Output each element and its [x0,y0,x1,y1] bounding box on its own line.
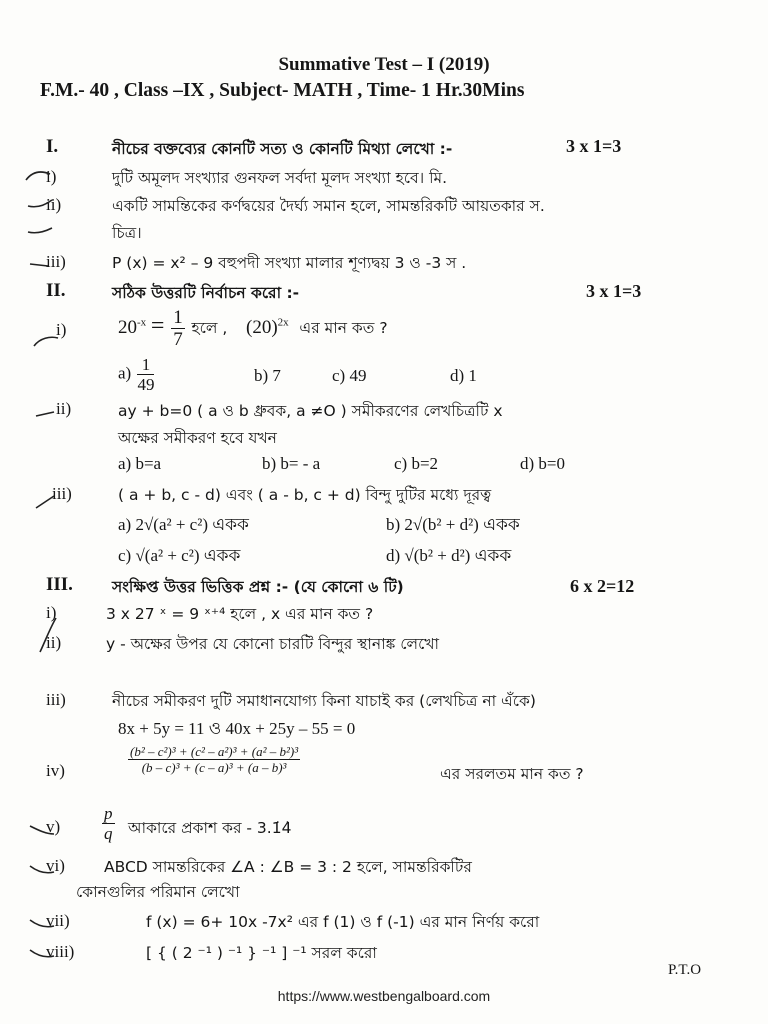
q2-3-option-d: d) √(b² + d²) একক [386,546,512,565]
q1-3-text: P (x) = x² – 9 বহুপদী সংখ্যা মালার শূণ্যদ্বয় 3 ও -3 স . [112,254,467,272]
q3-1-number: i) [46,603,57,622]
q1-2-text-cont: চিত্র। [112,224,142,242]
q2-1-option-c: c) 49 [332,366,367,385]
q3-3-number: iii) [46,690,66,709]
q1-1-text: দুটি অমূলদ সংখ্যার গুনফল সর্বদা মূলদ সংখ্যা হবে। মি. [112,169,448,187]
q2-1-equation [118,308,388,349]
q3-3-text: নীচের সমীকরণ দুটি সমাধানযোগ্য কিনা যাচাই কর (লেখচিত্র না এঁকে) [112,692,536,710]
q2-2-text-cont: অক্ষের সমীকরণ হবে যখন [118,429,277,447]
q2-1-frac-num: 1 [173,307,183,328]
q3-4-expression [126,745,302,774]
source-url: https://www.westbengalboard.com [277,988,491,1004]
q2-1-option-b: b) 7 [254,366,281,385]
q3-6-text: ABCD সামন্তরিকের ∠A : ∠B = 3 : 2 হলে, সামন্তরিকটির [104,858,472,876]
pen-mark-icon [34,492,58,512]
pen-mark-icon [26,224,56,238]
section-2-number: II. [46,280,66,301]
q3-5-number: v) [46,817,61,836]
section-2-heading: সঠিক উত্তরটি নির্বাচন করো :- [112,284,300,302]
q3-7-text: f (x) = 6+ 10x -7x² এর f (1) ও f (-1) এর মান নির্ণয় করো [146,913,540,931]
q2-2-number: ii) [56,399,72,418]
q1-1-number: i) [46,167,57,186]
exam-title: Summative Test – I (2019) [278,54,490,75]
q2-3-option-a: a) 2√(a² + c²) একক [118,515,249,534]
q3-5-fraction [102,805,115,842]
q1-3-number: iii) [46,252,66,271]
q2-3-option-c: c) √(a² + c²) একক [118,546,241,565]
q3-3-equations: 8x + 5y = 11 ও 40x + 25y – 55 = 0 [118,719,356,738]
q3-2-number: ii) [46,633,62,652]
section-3-marks: 6 x 2=12 [570,576,635,596]
q2-1-opt-a-label: a) [118,363,132,383]
q2-2-option-a: a) b=a [118,454,162,473]
section-1-heading: নীচের বক্তব্যের কোনটি সত্য ও কোনটি মিথ্যা লেখো :- [112,140,453,158]
q3-6-number: vi) [46,856,65,875]
pen-mark-icon [34,404,58,420]
q3-4-numerator: (b² – c²)³ + (c² – a²)³ + (a² – b²)³ [130,744,299,759]
q2-2-option-d: d) b=0 [520,454,565,473]
q2-1-number: i) [56,320,67,339]
q1-2-number: ii) [46,195,62,214]
q3-4-fraction [128,745,300,774]
q3-5-fraction-wrap [100,805,117,842]
q3-4-denominator: (b – c)³ + (c – a)³ + (a – b)³ [141,760,287,775]
pen-mark-icon [26,196,56,212]
q2-3-option-b: b) 2√(b² + d²) একক [386,515,520,534]
q2-1-option-a [118,356,156,393]
q2-1-fraction [171,308,185,349]
exam-info-line: F.M.- 40 , Class –IX , Subject- MATH , Time- 1 Hr.30Mins [40,80,525,101]
q3-4-number: iv) [46,761,65,780]
pen-mark-icon [32,332,60,350]
q3-8-number: viii) [46,942,75,961]
q1-2-text: একটি সামন্তিকের কর্ণদ্বয়ের দৈর্ঘ্য সমান হলে, সামন্তরিকটি আয়তকার স. [112,197,545,215]
q2-2-option-b: b) b= - a [262,454,321,473]
q3-4-text: এর সরলতম মান কত ? [440,765,584,783]
q3-8-text: [ { ( 2 ⁻¹ ) ⁻¹ } ⁻¹ ] ⁻¹ সরল করো [146,944,377,962]
q2-1-frac-den: 7 [173,329,183,350]
pen-mark-icon [36,616,60,656]
q2-1-exp2: 2x [277,316,289,329]
q2-1-equals: = [150,312,165,339]
q2-3-text: ( a + b, c - d) এবং ( a - b, c + d) বিন্দু দুটির মধ্যে দূরত্ব [118,486,492,504]
q2-1-opt-a-fraction [137,356,154,393]
q2-1-opt-a-num: 1 [137,356,154,375]
section-3-heading: সংক্ষিপ্ত উত্তর ভিত্তিক প্রশ্ন :- (যে কোনো ৬ টি) [112,578,404,596]
pen-mark-icon [24,168,54,184]
q2-1-opt-a-den: 49 [137,375,155,394]
q3-2-text: y - অক্ষের উপর যে কোনো চারটি বিন্দুর স্থানাঙ্ক লেখো [106,635,440,653]
pen-mark-icon [28,946,56,962]
q2-3-number: iii) [52,484,72,503]
q2-1-text2: এর মান কত ? [299,318,388,337]
q2-1-text: হলে , [191,318,228,337]
q3-6-text-cont: কোনগুলির পরিমান লেখো [76,883,240,901]
q2-1-base2: (20) [246,316,278,338]
section-1-marks: 3 x 1=3 [566,136,622,156]
pen-mark-icon [28,916,56,932]
pen-mark-icon [28,256,52,270]
pto-label: P.T.O [668,962,702,978]
q2-2-text: ay + b=0 ( a ও b ধ্রুবক, a ≠O ) সমীকরণের লেখচিত্রটি x [118,402,503,420]
section-3-number: III. [46,574,73,595]
q3-5-text: আকারে প্রকাশ কর - 3.1̇4̇ [128,819,292,837]
q3-1-text: 3 x 27 ˣ = 9 ˣ⁺⁴ হলে , x এর মান কত ? [106,605,374,623]
pen-mark-icon [28,822,56,838]
q2-1-option-d: d) 1 [450,366,477,385]
pen-mark-icon [28,862,56,878]
q2-1-base: 20 [118,316,137,338]
q2-2-option-c: c) b=2 [394,454,439,473]
q3-5-frac-num: p [104,804,113,823]
q3-7-number: vii) [46,911,70,930]
section-2-marks: 3 x 1=3 [586,281,642,301]
q3-5-frac-den: q [104,824,113,843]
q2-1-exp: -x [137,316,147,329]
section-1-number: I. [46,136,59,157]
